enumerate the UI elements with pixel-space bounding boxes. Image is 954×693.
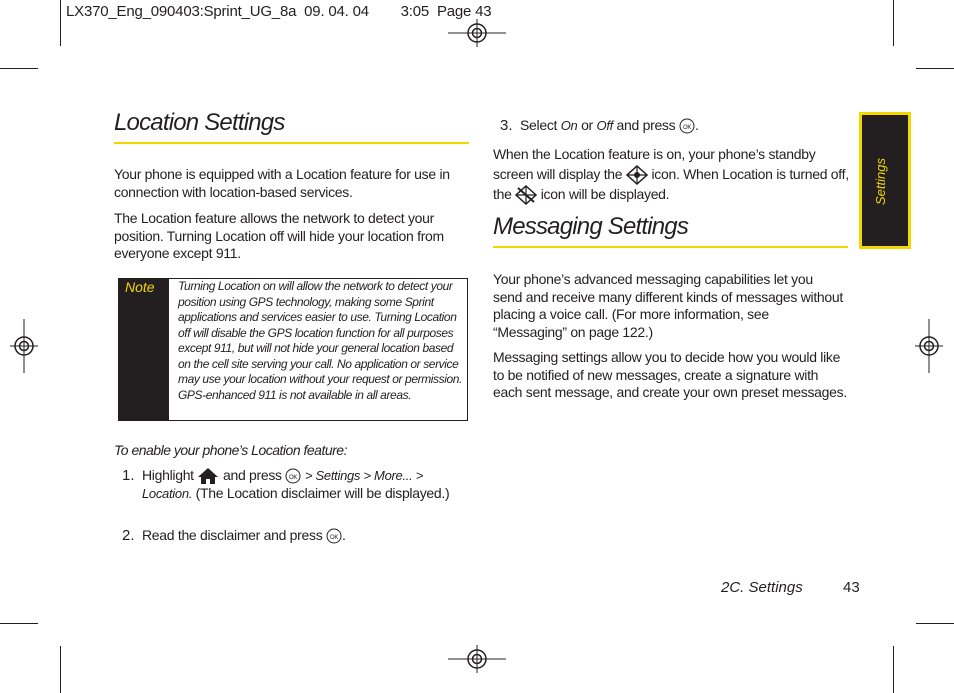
registration-mark-icon (448, 19, 506, 47)
svg-text:OK: OK (682, 125, 691, 132)
note-label-text: Note (125, 279, 155, 295)
procedure-title: To enable your phone’s Location feature: (114, 442, 347, 458)
note-label (119, 279, 169, 420)
step-1 (142, 467, 462, 503)
footer-section: 2C. Settings (721, 579, 803, 596)
svg-text:OK: OK (329, 535, 339, 542)
registration-mark-icon (10, 319, 38, 373)
note-text: Turning Location on will allow the network to detect your position using GPS technology, making some Sprint applications and services easier to use. Turning Location off will disable the GPS location function for all purposes except 911, but will not hide your general location based on the cell site serving your call. No application or service may use your location without your request or permission. GPS-enhanced 911 is not available in all areas. (178, 279, 463, 402)
note-box (118, 278, 468, 421)
crop-mark (0, 623, 38, 624)
step-3-on: On (560, 118, 578, 133)
location-on-icon (626, 165, 648, 185)
crop-mark (60, 646, 61, 693)
step-number: 2. (122, 527, 135, 544)
step-number: 3. (500, 117, 513, 134)
menu-ok-key-icon (326, 528, 342, 544)
step-number: 1. (122, 467, 135, 484)
location-status-paragraph (493, 145, 853, 205)
messaging-intro-paragraph: Your phone’s advanced messaging capabilities let you send and receive many different kinds of messages without placing a voice call. (For more information, see “Messaging” on page 122.) (493, 271, 843, 340)
home-icon (197, 467, 219, 485)
menu-ok-key-icon (285, 468, 301, 484)
location-off-icon (515, 185, 537, 205)
section-tab (859, 112, 911, 249)
crop-mark (893, 646, 894, 693)
location-settings-heading: Location Settings (114, 109, 285, 136)
crop-mark (0, 68, 38, 69)
registration-mark-icon (448, 645, 506, 673)
menu-ok-key-icon (679, 118, 695, 134)
step-3-text-b: and press (616, 117, 676, 133)
step-2-text: Read the disclaimer and press (142, 527, 323, 543)
step-3-or: or (581, 117, 593, 133)
step-1-text-b: and press (222, 467, 282, 483)
crop-mark (60, 0, 61, 46)
location-status-text-c: icon will be displayed. (540, 185, 670, 202)
registration-mark-icon (915, 319, 943, 373)
location-status-text-a: When the Location feature is on, your phone’s standby screen will display the (493, 146, 816, 182)
step-1-text-a: Highlight (142, 467, 194, 483)
crop-mark (916, 68, 954, 69)
crop-mark (893, 0, 894, 46)
step-3-text-a: Select (520, 117, 558, 133)
print-slug: LX370_Eng_090403:Sprint_UG_8a 09. 04. 04 3:05 Page 43 (66, 3, 492, 20)
svg-text:OK: OK (289, 475, 298, 482)
location-intro-paragraph: Your phone is equipped with a Location feature for use in connection with location-based services. (114, 166, 450, 200)
step-1-text-e: (The Location disclaimer will be displayed.) (195, 485, 450, 502)
step-2: Read the disclaimer and press OK . (142, 527, 346, 543)
heading-rule (114, 142, 469, 144)
section-tab-label: Settings (873, 158, 888, 205)
heading-rule (493, 246, 848, 248)
step-3-off: Off (596, 118, 613, 133)
messaging-settings-heading: Messaging Settings (493, 213, 689, 240)
messaging-settings-paragraph: Messaging settings allow you to decide how you would like to be notified of new messages, create a signature with each sent message, and create your own preset messages. (493, 349, 847, 400)
step-1-location: Location. (142, 486, 193, 502)
step-1-menu-path: > Settings > More... > (304, 468, 424, 483)
location-status-text-b: icon. When Location is turned off, the (493, 165, 849, 202)
step-3: Select On or Off and press OK . (520, 117, 699, 133)
location-detail-paragraph: The Location feature allows the network to detect your position. Turning Location off will hide your location from everyone except 911. (114, 210, 444, 261)
page-number: 43 (843, 579, 860, 596)
crop-mark (916, 623, 954, 624)
